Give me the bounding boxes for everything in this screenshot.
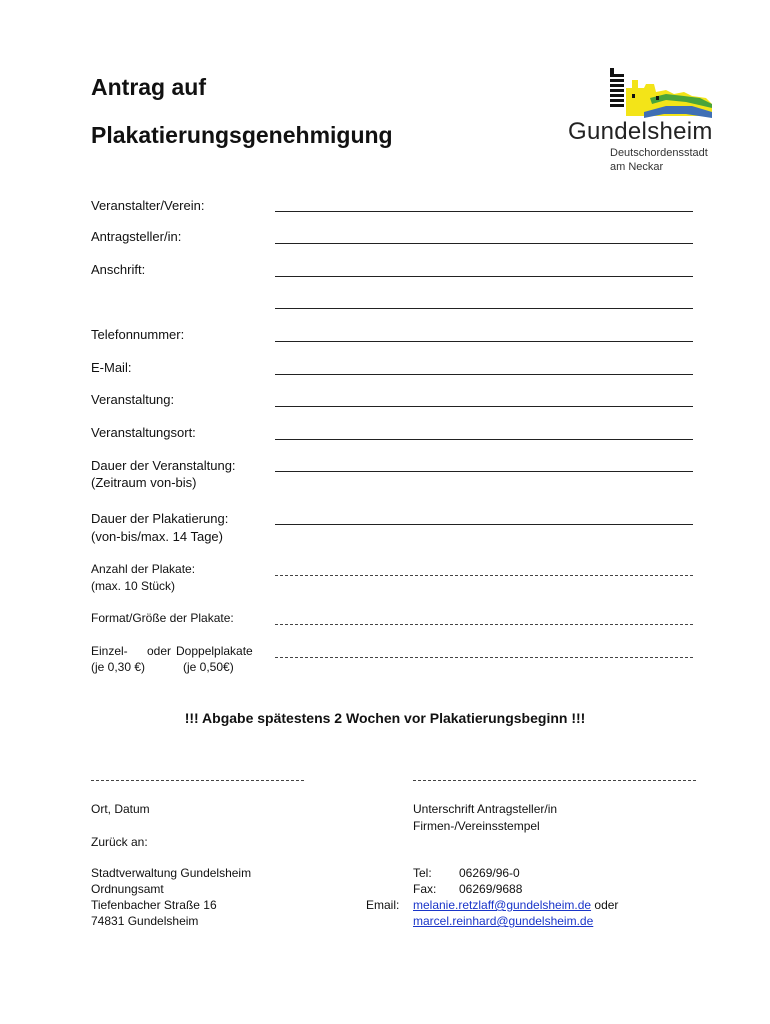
price-einzel: (je 0,30 €) (91, 660, 146, 674)
tel-label: Tel: (413, 866, 432, 880)
address-line-2: Ordnungsamt (91, 882, 164, 896)
field-antragsteller[interactable] (275, 243, 693, 244)
field-anschrift-2[interactable] (275, 308, 693, 309)
label-doppel: Doppelplakate (176, 644, 253, 658)
label-unterschrift: Unterschrift Antragsteller/in (413, 802, 558, 816)
label-einzel: Einzel- (91, 644, 128, 658)
field-veranstalter[interactable] (275, 211, 693, 212)
email-link-reinhard[interactable]: marcel.reinhard@gundelsheim.de (413, 914, 594, 928)
field-veranstaltungsort[interactable] (275, 439, 693, 440)
page-title-line2: Plakatierungsgenehmigung (91, 122, 393, 148)
label-dauer-veranstaltung: Dauer der Veranstaltung: (91, 458, 236, 473)
label-veranstaltung: Veranstaltung: (91, 392, 175, 407)
label-anzahl: Anzahl der Plakate: (91, 562, 196, 576)
price-doppel: (je 0,50€) (183, 660, 234, 674)
field-unterschrift[interactable] (413, 780, 696, 781)
deadline-notice: !!! Abgabe spätestens 2 Wochen vor Plakatierungsbeginn !!! (184, 710, 586, 726)
label-oder: oder (147, 644, 172, 658)
fax-value: 06269/9688 (459, 882, 523, 896)
field-format[interactable] (275, 624, 693, 625)
email-label: Email: (366, 898, 400, 912)
logo-subtitle-1: Deutschordensstadt (610, 147, 708, 159)
gundelsheim-logo (566, 68, 716, 178)
hint-anzahl: (max. 10 Stück) (91, 579, 176, 593)
address-line-1: Stadtverwaltung Gundelsheim (91, 866, 252, 880)
field-veranstaltung[interactable] (275, 406, 693, 407)
field-ort-datum[interactable] (91, 780, 304, 781)
label-veranstaltungsort: Veranstaltungsort: (91, 425, 196, 440)
label-stempel: Firmen-/Vereinsstempel (413, 819, 540, 833)
address-line-4: 74831 Gundelsheim (91, 914, 199, 928)
hint-dauer-plakatierung: (von-bis/max. 14 Tage) (91, 529, 223, 544)
email-link-retzlaff[interactable]: melanie.retzlaff@gundelsheim.de (413, 898, 592, 912)
field-anschrift-1[interactable] (275, 276, 693, 277)
field-plakatart[interactable] (275, 657, 693, 658)
field-dauer-plakatierung[interactable] (275, 524, 693, 525)
logo-subtitle-2: am Neckar (610, 161, 664, 173)
castle-emblem-icon (566, 68, 716, 120)
label-anschrift: Anschrift: (91, 262, 146, 277)
field-email[interactable] (275, 374, 693, 375)
label-dauer-plakatierung: Dauer der Plakatierung: (91, 511, 229, 526)
label-format: Format/Größe der Plakate: (91, 611, 234, 625)
email-oder: oder (594, 898, 619, 912)
fax-label: Fax: (413, 882, 437, 896)
hint-dauer-veranstaltung: (Zeitraum von-bis) (91, 475, 197, 490)
page-title-line1: Antrag auf (91, 74, 206, 100)
label-email: E-Mail: (91, 360, 132, 375)
logo-name: Gundelsheim (568, 118, 713, 145)
label-antragsteller: Antragsteller/in: (91, 229, 182, 244)
tel-value: 06269/96-0 (459, 866, 520, 880)
label-telefon: Telefonnummer: (91, 327, 185, 342)
email-contact-line-2 (413, 913, 593, 929)
field-anzahl[interactable] (275, 575, 693, 576)
address-line-3: Tiefenbacher Straße 16 (91, 898, 217, 912)
field-dauer-veranstaltung[interactable] (275, 471, 693, 472)
email-contact-line (413, 897, 618, 913)
label-zurueck: Zurück an: (91, 835, 148, 849)
field-telefon[interactable] (275, 341, 693, 342)
label-ort-datum: Ort, Datum (91, 802, 150, 816)
label-veranstalter: Veranstalter/Verein: (91, 198, 205, 213)
